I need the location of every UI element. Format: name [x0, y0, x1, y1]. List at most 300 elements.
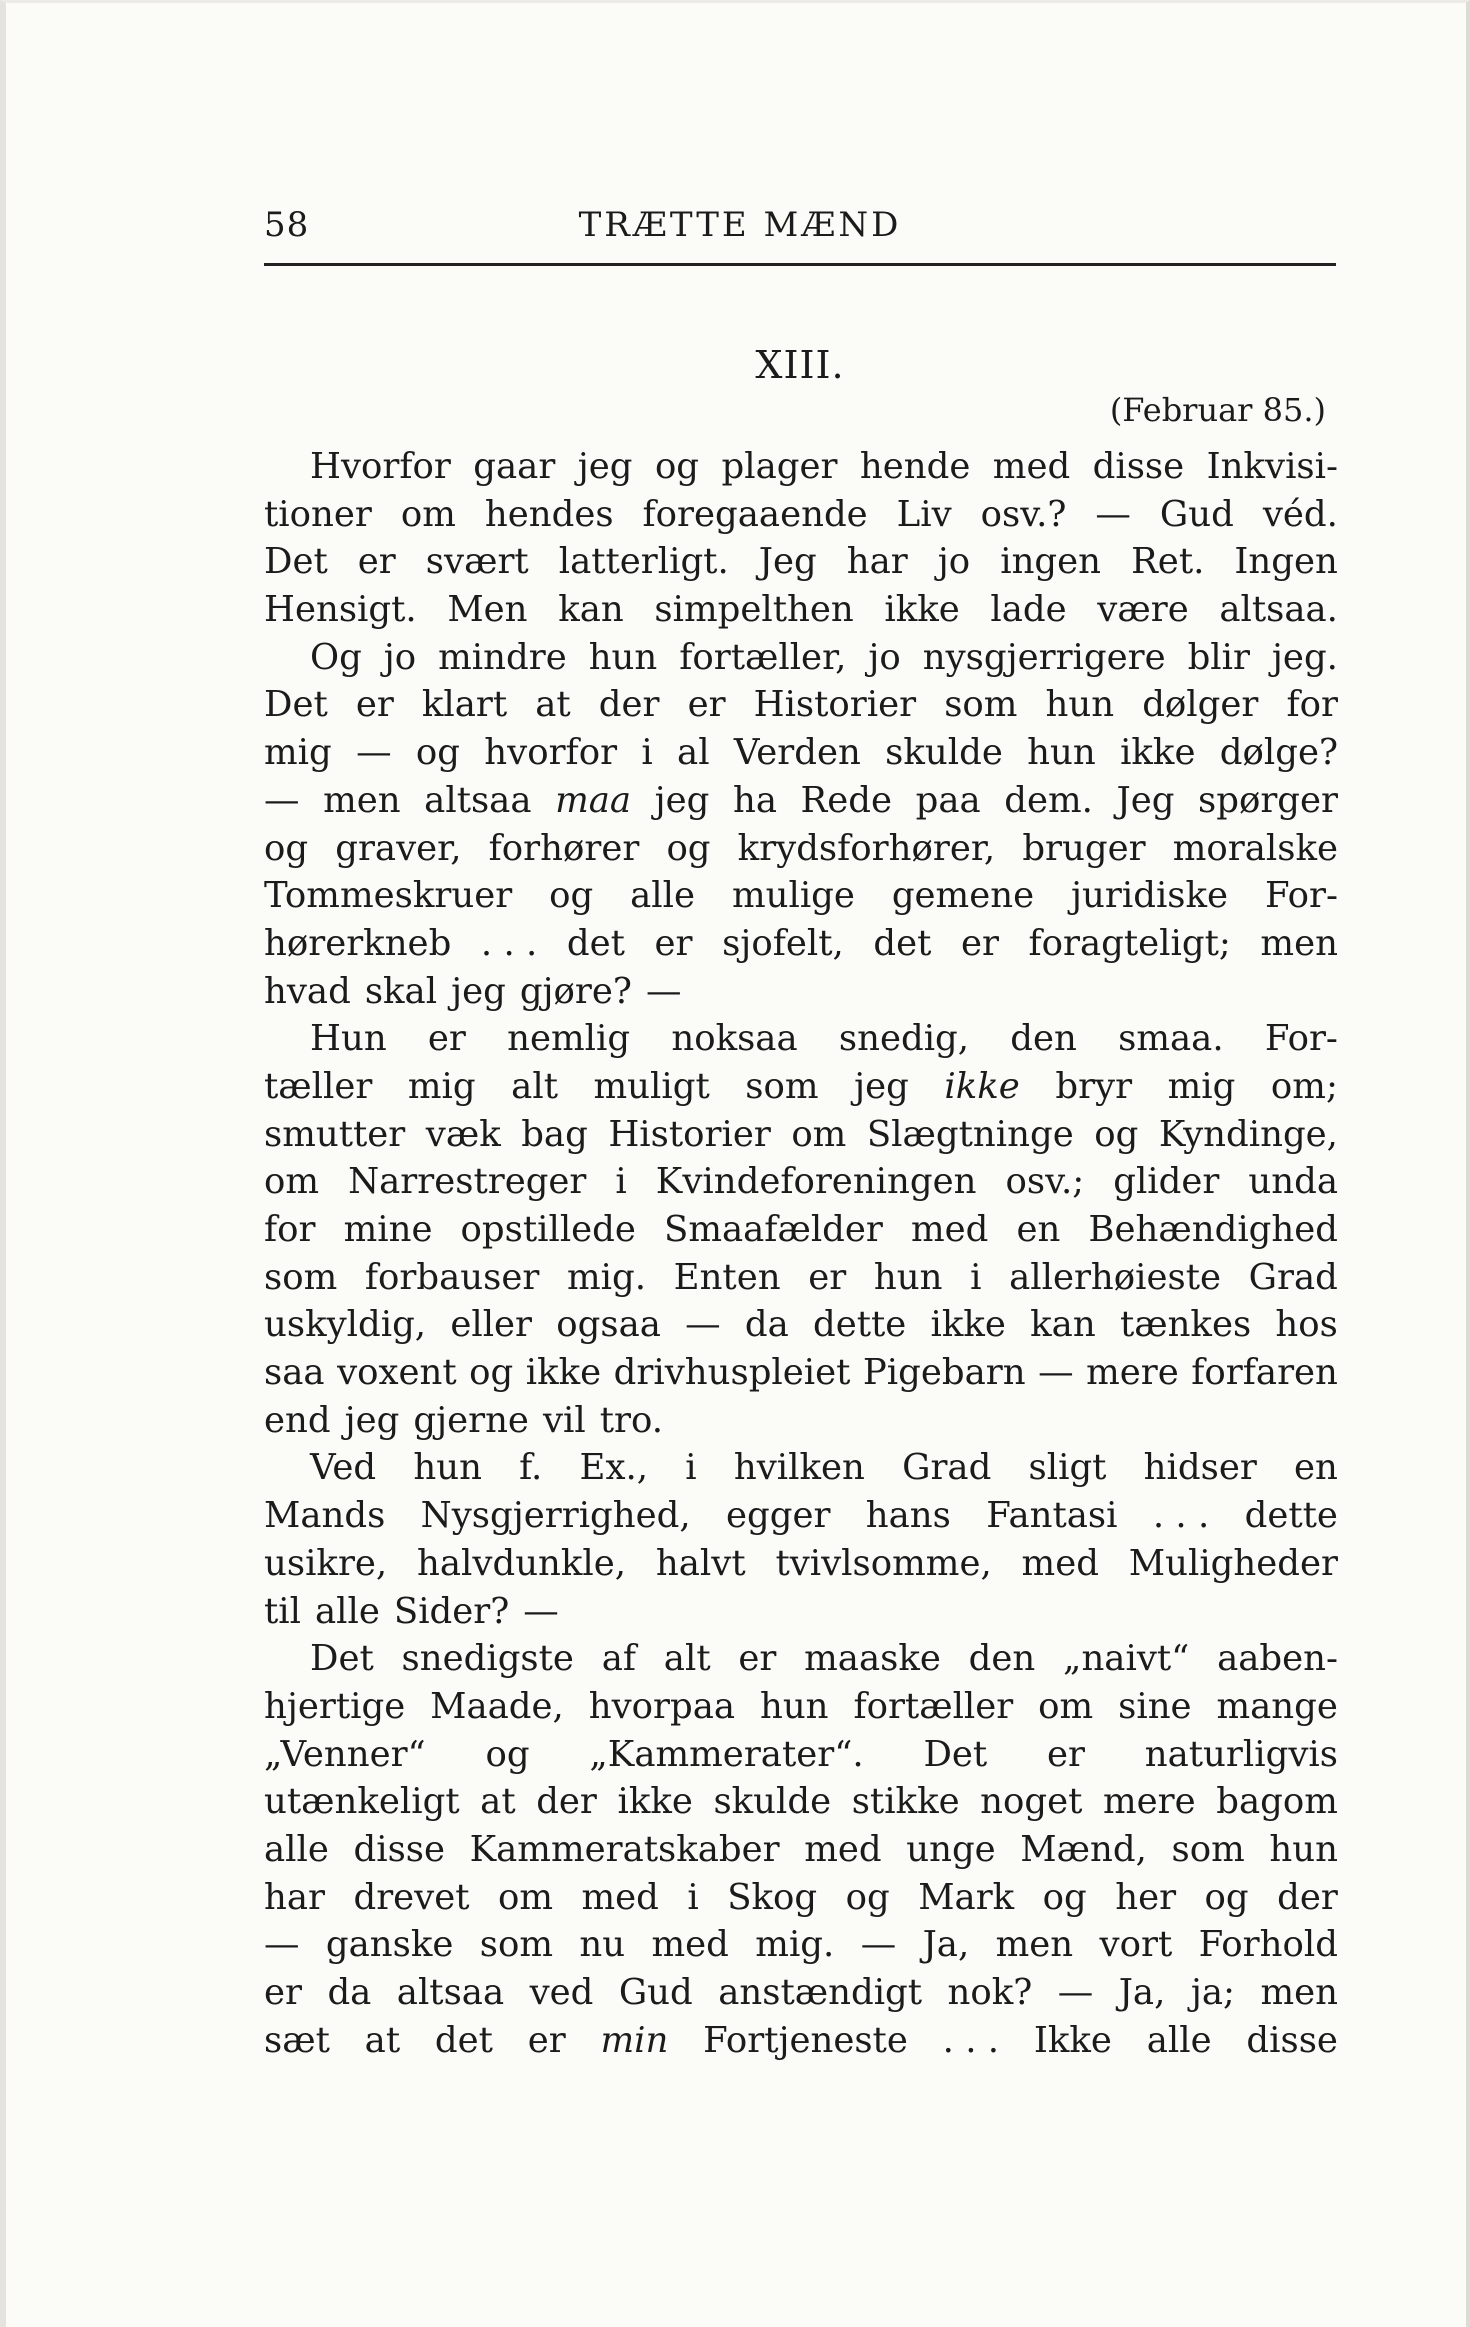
word: bagom [1216, 1781, 1338, 1823]
word: dølge? [1219, 732, 1338, 774]
word: ikke [1120, 732, 1196, 774]
word: naturligvis [1144, 1733, 1338, 1775]
text-line [264, 491, 1338, 539]
running-title: TRÆTTE MÆND [578, 205, 902, 245]
word: og [415, 732, 460, 774]
word: disse [1092, 446, 1185, 487]
word: Liv [896, 493, 952, 535]
word: der [598, 684, 660, 726]
word: er [355, 684, 394, 726]
word: krydsforhører, [737, 827, 996, 869]
word: dølger [1142, 684, 1259, 726]
word: og [654, 446, 700, 487]
word: snedig, [838, 1018, 970, 1060]
word: — [1057, 1972, 1094, 2013]
text-line [264, 1111, 1338, 1159]
word: mere [1103, 1781, 1196, 1823]
word: dette [813, 1304, 907, 1346]
word: hun [759, 1685, 829, 1727]
word: som [944, 684, 1018, 726]
page-number: 58 [264, 205, 310, 245]
word: med [581, 1876, 659, 1918]
word: nu [579, 1924, 626, 1966]
word: med [651, 1924, 729, 1966]
text-line [264, 1063, 1338, 1111]
word: er [357, 541, 396, 583]
word: men [995, 1924, 1074, 1966]
word: mig. [755, 1924, 835, 1966]
text-line [264, 1874, 1338, 1922]
word: nysgjerrigere [922, 636, 1166, 678]
word: Behændighed [1088, 1209, 1338, 1250]
word: alt [663, 1638, 711, 1680]
word: den [1010, 1018, 1077, 1060]
word: Mænd, [1020, 1828, 1147, 1870]
word: stikke [851, 1781, 960, 1823]
word: juridiske [1071, 875, 1229, 917]
word: og [845, 1876, 890, 1918]
word: alt [511, 1065, 558, 1107]
word: gjerne [413, 1399, 529, 1441]
text-line [264, 1444, 1338, 1492]
text-line [264, 443, 1338, 491]
word: eller [450, 1304, 533, 1346]
word: i [687, 1876, 699, 1918]
word: saa [264, 1352, 325, 1394]
word: jeg [654, 779, 710, 821]
word: jeg. [1271, 636, 1338, 678]
word: anstændigt [718, 1972, 923, 2013]
word: Grad [1248, 1256, 1338, 1298]
word: Jeg [758, 541, 817, 583]
text-line [264, 968, 1338, 1016]
word: sæt [264, 2019, 330, 2061]
word: med [804, 1828, 882, 1870]
word: om [400, 493, 456, 535]
word: al [677, 732, 710, 774]
text-line [264, 1683, 1338, 1731]
word: ikke [617, 1781, 693, 1823]
word: da [744, 1304, 789, 1346]
word: fortæller [853, 1685, 1014, 1727]
word: Kvindeforeningen [655, 1161, 977, 1203]
word: der [1277, 1876, 1338, 1918]
word: simpelthen [654, 589, 854, 631]
word: smaa. [1118, 1018, 1224, 1060]
chapter-date: (Februar 85.) [1109, 391, 1326, 429]
word: ha [732, 779, 777, 821]
word: altsaa. [1219, 589, 1338, 631]
text-line [264, 1635, 1338, 1683]
word: Verden [733, 732, 861, 774]
word: Maade, [430, 1685, 564, 1727]
word: at [535, 684, 571, 726]
word: paa [915, 779, 981, 821]
word: foregaaende [642, 493, 868, 535]
word: smutter [264, 1113, 406, 1155]
text-line [264, 1158, 1338, 1206]
word: og [1204, 1876, 1249, 1918]
word: Grad [902, 1447, 992, 1489]
word: muligt [593, 1065, 710, 1107]
word: osv.? [980, 493, 1067, 535]
word: er [960, 922, 999, 964]
text-line [264, 1826, 1338, 1874]
word: Ved [310, 1447, 377, 1489]
word: Ret. [1131, 541, 1205, 583]
word: Det [264, 541, 328, 583]
word: hvorpaa [588, 1685, 736, 1727]
word: Ja, [1118, 1972, 1166, 2013]
word: med [910, 1209, 989, 1250]
word: ingen [1000, 541, 1102, 583]
word: moralske [1172, 827, 1338, 869]
word: hørerkneb [264, 922, 452, 964]
word: — [1038, 1352, 1074, 1394]
word: Narrestreger [348, 1161, 587, 1203]
word: kan [558, 589, 624, 631]
word: voxent [337, 1352, 457, 1394]
word: tioner [264, 493, 372, 535]
word: — [356, 732, 392, 774]
word: om; [1270, 1065, 1338, 1107]
text-line [264, 729, 1338, 777]
word: dette [1244, 1495, 1338, 1537]
text-line [264, 1206, 1338, 1254]
word: Ex., [579, 1447, 649, 1489]
word: ikke [525, 1352, 602, 1394]
word: tvivlsomme, [775, 1542, 992, 1584]
word: allerhøieste [1009, 1256, 1222, 1298]
word: . . . [1152, 1495, 1210, 1537]
word: for [1286, 684, 1338, 726]
text-line [264, 2017, 1338, 2065]
word: i [685, 1447, 697, 1489]
word: og [549, 875, 594, 917]
text-line [264, 1969, 1338, 2017]
word: — [523, 1590, 559, 1632]
word: er [527, 2019, 566, 2061]
emphasized-word: maa [555, 779, 632, 821]
word: Tommeskruer [264, 875, 513, 917]
word: bryr [1055, 1065, 1133, 1107]
word: sligt [1028, 1447, 1107, 1489]
word: er [427, 1018, 466, 1060]
word: her [1115, 1876, 1177, 1918]
word: som [1171, 1828, 1245, 1870]
word: altsaa [424, 779, 532, 821]
word: For- [1264, 1018, 1338, 1060]
word: og [469, 1352, 514, 1394]
word: Historier [753, 684, 917, 726]
word: halvdunkle, [417, 1542, 627, 1584]
word: tæller [264, 1065, 373, 1107]
emphasized-word: ikke [944, 1065, 1020, 1107]
word: er [1046, 1733, 1085, 1775]
word: Men [447, 589, 528, 631]
word: som [745, 1065, 819, 1107]
word: og [1094, 1113, 1139, 1155]
word: Sider? [393, 1590, 510, 1632]
word: om [497, 1876, 554, 1918]
word: Skog [727, 1876, 818, 1918]
word: Historier [608, 1113, 771, 1155]
word: med [992, 446, 1071, 487]
word: af [601, 1638, 637, 1680]
word: mig [264, 732, 332, 774]
word: disse [1246, 2019, 1338, 2061]
word: osv.; [1005, 1161, 1085, 1203]
word: men [323, 779, 401, 821]
word: at [480, 1781, 516, 1823]
word: uskyldig, [264, 1304, 427, 1346]
word: da [327, 1972, 372, 2013]
word: om [264, 1161, 320, 1203]
word: Nysgjerrighed, [420, 1495, 691, 1537]
word: det [566, 922, 625, 964]
word: hos [1275, 1304, 1338, 1346]
word: hun [873, 1256, 943, 1298]
word: som [264, 1256, 338, 1298]
word: hvad [264, 970, 351, 1012]
word: hun [588, 636, 658, 678]
word: hun [1045, 684, 1115, 726]
text-line [264, 1778, 1338, 1826]
word: at [364, 2019, 401, 2061]
chapter-heading: XIII. [755, 343, 845, 387]
word: om [1038, 1685, 1094, 1727]
word: — [264, 1924, 300, 1966]
word: hans [865, 1495, 951, 1537]
word: skal [364, 970, 438, 1012]
word: som [479, 1924, 554, 1966]
word: alle [1146, 2019, 1212, 2061]
word: drivhuspleiet [613, 1352, 851, 1394]
word: mine [343, 1209, 433, 1250]
word: og [485, 1733, 530, 1775]
word: Rede [800, 779, 893, 821]
word: tænkes [1119, 1304, 1252, 1346]
word: Kyndinge, [1158, 1113, 1338, 1155]
body-text [264, 443, 1338, 2064]
word: har [846, 541, 908, 583]
word: har [264, 1876, 325, 1918]
word: sjofelt, [722, 922, 844, 964]
text-line [264, 1015, 1338, 1063]
word: bag [521, 1113, 588, 1155]
word: Gud [618, 1972, 693, 2013]
word: jeg [854, 1065, 909, 1107]
word: hun [1269, 1828, 1338, 1870]
word: forhører [488, 827, 640, 869]
word: og [264, 827, 309, 869]
word: gemene [891, 875, 1035, 917]
word: en [1016, 1209, 1061, 1250]
text-line [264, 1349, 1338, 1397]
word: hjertige [264, 1685, 406, 1727]
word: „Kammerater“. [589, 1733, 864, 1775]
word: usikre, [264, 1542, 388, 1584]
text-line [264, 1397, 1338, 1445]
word: kan [1030, 1304, 1096, 1346]
word: mig [1167, 1065, 1236, 1107]
word: vil [542, 1399, 586, 1441]
word: hun [413, 1447, 482, 1489]
word: skulde [713, 1781, 832, 1823]
word: ved [529, 1972, 594, 2013]
word: . . . [942, 2019, 1000, 2061]
word: er [264, 1972, 302, 2013]
word: er [808, 1256, 847, 1298]
word: aaben- [1217, 1638, 1338, 1680]
word: fortæller, [679, 636, 847, 678]
word: er [654, 922, 693, 964]
word: men [1260, 922, 1338, 964]
word: ja; [1190, 1972, 1235, 2013]
word: hun [1027, 732, 1096, 774]
text-line [264, 681, 1338, 729]
word: er [687, 684, 726, 726]
word: men [1260, 1972, 1338, 2013]
word: Mark [918, 1876, 1015, 1918]
word: ganske [325, 1924, 454, 1966]
word: mig. [566, 1256, 647, 1298]
word: for [264, 1209, 316, 1250]
text-line [264, 1254, 1338, 1302]
word: altsaa [396, 1972, 505, 2013]
word: i [641, 732, 653, 774]
word: bruger [1022, 827, 1146, 869]
word: og [1042, 1876, 1087, 1918]
word: — [645, 970, 682, 1012]
word: alle [264, 1828, 329, 1870]
word: Gud [1159, 493, 1234, 535]
word: forfaren [1191, 1352, 1338, 1394]
text-line [264, 1301, 1338, 1349]
word: jeg [577, 446, 633, 487]
word: plager [721, 446, 838, 487]
word: Inkvisi- [1206, 446, 1338, 487]
word: hende [859, 446, 971, 487]
word: den [968, 1638, 1036, 1680]
text-line [264, 1921, 1338, 1969]
word: halvt [655, 1542, 746, 1584]
word: tro. [599, 1399, 663, 1441]
word: Enten [673, 1256, 781, 1298]
word: Fantasi [986, 1495, 1118, 1537]
word: „naivt“ [1063, 1638, 1190, 1680]
word: Ja, [922, 1924, 970, 1966]
text-line [264, 872, 1338, 920]
word: Hensigt. [264, 589, 417, 631]
word: med [1021, 1542, 1099, 1584]
word: Ingen [1234, 541, 1338, 583]
word: væk [425, 1113, 501, 1155]
text-line [264, 777, 1338, 825]
word: unge [906, 1828, 996, 1870]
word: spørger [1198, 779, 1338, 821]
word: utænkeligt [264, 1781, 460, 1823]
word: Ikke [1033, 2019, 1112, 2061]
text-line [264, 1588, 1338, 1636]
word: forbauser [364, 1256, 540, 1298]
word: jo [383, 636, 417, 678]
word: — [685, 1304, 721, 1346]
word: disse [353, 1828, 446, 1870]
word: Slægtninge [866, 1113, 1074, 1155]
word: nok? [947, 1972, 1033, 2013]
word: gjøre? [519, 970, 632, 1012]
word: noksaa [671, 1018, 798, 1060]
word: nemlig [507, 1018, 631, 1060]
word: glider [1113, 1161, 1220, 1203]
word: dem. [1004, 779, 1093, 821]
word: — [264, 779, 300, 821]
word: Fortjeneste [703, 2019, 908, 2061]
word: For- [1264, 875, 1338, 917]
word: Hun [310, 1018, 387, 1060]
word: alle [314, 1590, 380, 1632]
word: Kammeratskaber [469, 1828, 780, 1870]
word: lade [990, 589, 1067, 631]
word: graver, [335, 827, 462, 869]
word: hvilken [733, 1447, 865, 1489]
word: Pigebarn [862, 1352, 1026, 1394]
word: foragteligt; [1028, 922, 1231, 964]
word: hvorfor [484, 732, 618, 774]
text-line [264, 920, 1338, 968]
text-line [264, 538, 1338, 586]
word: Hvorfor [310, 446, 451, 487]
word: ikke [930, 1304, 1006, 1346]
word: latterligt. [558, 541, 729, 583]
word: klart [421, 684, 508, 726]
text-line [264, 1731, 1338, 1779]
word: gaar [473, 446, 556, 487]
word: hidser [1143, 1447, 1257, 1489]
word: end [264, 1399, 331, 1441]
text-line [264, 586, 1338, 634]
word: Jeg [1116, 779, 1175, 821]
word: og [666, 827, 711, 869]
word: er [738, 1638, 777, 1680]
word: Det [310, 1638, 374, 1680]
text-line [264, 825, 1338, 873]
word: Det [264, 684, 328, 726]
word: . . . [480, 922, 538, 964]
word: Muligheder [1128, 1542, 1338, 1584]
word: mere [1086, 1352, 1179, 1394]
word: det [873, 922, 932, 964]
word: opstillede [460, 1209, 636, 1250]
word: mig [407, 1065, 476, 1107]
word: jo [868, 636, 901, 678]
word: egger [726, 1495, 831, 1537]
text-line [264, 634, 1338, 682]
word: en [1294, 1447, 1338, 1489]
word: blir [1187, 636, 1250, 678]
word: være [1097, 589, 1189, 631]
word: Det [923, 1733, 988, 1775]
word: i [970, 1256, 982, 1298]
word: Mands [264, 1495, 386, 1537]
word: jo [937, 541, 971, 583]
word: til [264, 1590, 301, 1632]
word: mulige [731, 875, 855, 917]
text-line [264, 1540, 1338, 1588]
word: sine [1118, 1685, 1192, 1727]
word: mindre [438, 636, 567, 678]
